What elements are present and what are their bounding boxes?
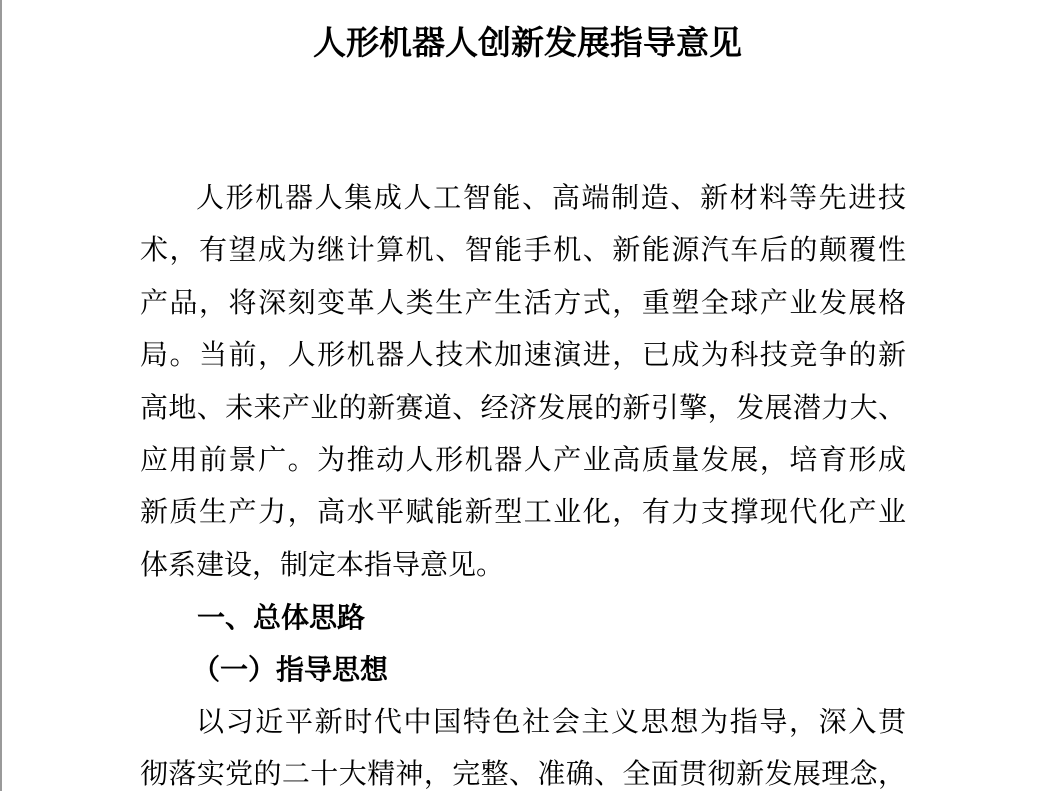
paragraph1-line1: 人形机器人集成人工智能、高端制造、新材料等先进技 xyxy=(196,183,906,214)
page-left-edge-line xyxy=(0,0,2,791)
paragraph1-line8: 体系建设，制定本指导意见。 xyxy=(140,549,505,581)
paragraph1-line2: 术，有望成为继计算机、智能手机、新能源汽车后的颠覆性 xyxy=(140,235,906,267)
paragraph1-line4: 局。当前，人形机器人技术加速演进，已成为科技竞争的新 xyxy=(140,340,906,372)
subsection-heading-guiding-ideology: （一）指导思想 xyxy=(192,654,389,686)
paragraph2-line2: 彻落实党的二十大精神，完整、准确、全面贯彻新发展理念， xyxy=(140,759,906,791)
paragraph1-line6: 应用前景广。为推动人形机器人产业高质量发展，培育形成 xyxy=(140,444,906,476)
paragraph1-line7: 新质生产力，高水平赋能新型工业化，有力支撑现代化产业 xyxy=(140,497,906,529)
paragraph2-line1: 以习近平新时代中国特色社会主义思想为指导，深入贯 xyxy=(196,706,906,738)
paragraph1-line3: 产品，将深刻变革人类生产生活方式，重塑全球产业发展格 xyxy=(140,287,906,319)
document-body xyxy=(140,173,906,791)
section-heading-overall-approach: 一、总体思路 xyxy=(197,602,366,634)
document-title: 人形机器人创新发展指导意见 xyxy=(313,26,742,62)
paragraph1-line5: 高地、未来产业的新赛道、经济发展的新引擎，发展潜力大、 xyxy=(140,392,906,424)
